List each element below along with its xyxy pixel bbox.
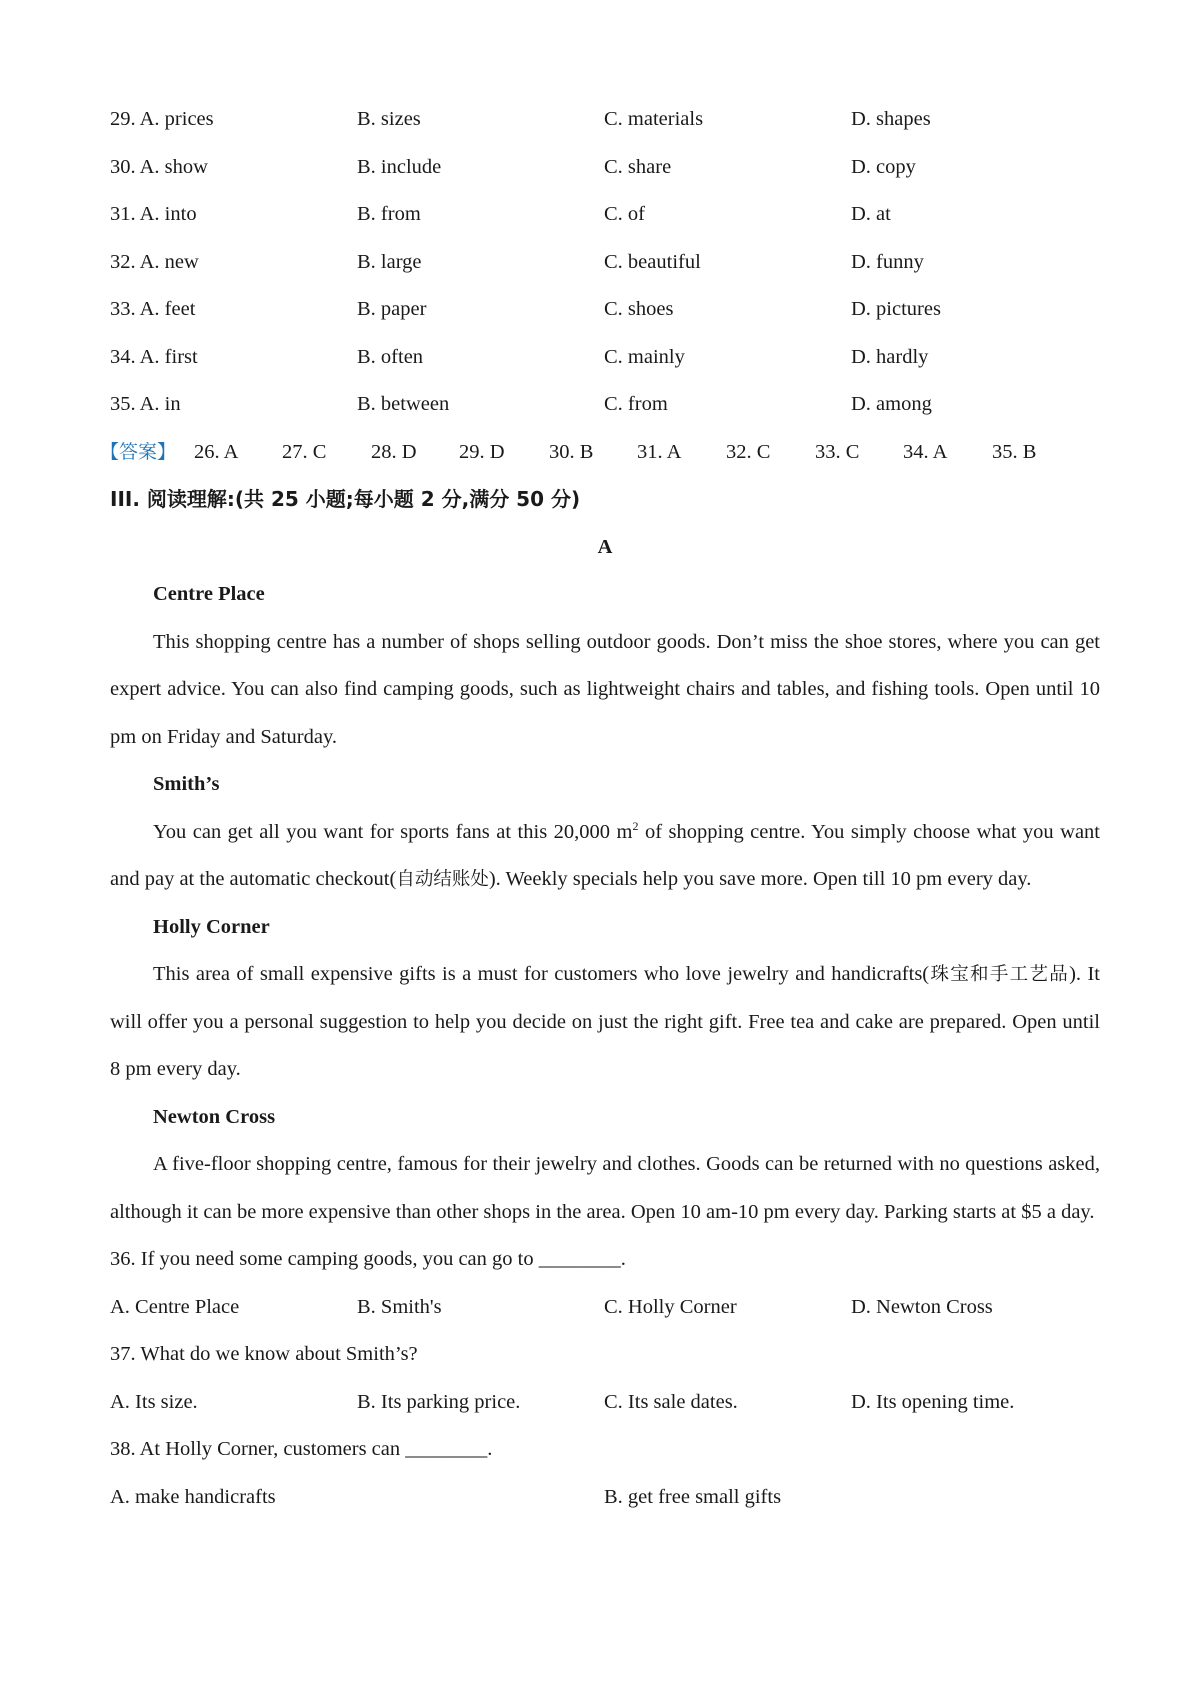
answer-item: 30. B (549, 440, 594, 463)
option-d: D. copy (851, 155, 916, 178)
option-row-35 (110, 381, 1100, 429)
shop-description-newton-cross: A five-floor shopping centre, famous for their jewelry and clothes. Goods can be returned with no questions asked, although it can be more expensive than other shops in the area. Open 10 am-10 pm every day. Parking starts at $5 a day. (110, 1153, 1100, 1223)
answer-tag: 【答案】 (100, 440, 177, 463)
shop-name-newton-cross: Newton Cross (153, 1105, 276, 1128)
option-a: 34. A. first (110, 345, 198, 368)
option-c: C. share (604, 155, 672, 178)
option-b: B. include (357, 155, 442, 178)
option-d: D. funny (851, 250, 924, 273)
option-a: A. Its size. (110, 1390, 198, 1413)
answer-item: 29. D (459, 440, 505, 463)
option-b: B. get free small gifts (604, 1485, 782, 1508)
option-row-31 (110, 191, 1100, 239)
option-d: D. Its opening time. (851, 1390, 1015, 1413)
cloze-options (110, 96, 1100, 429)
part-label: A (597, 535, 613, 558)
option-c: C. Holly Corner (604, 1295, 737, 1318)
option-c: C. materials (604, 108, 704, 130)
answer-item: 32. C (726, 440, 771, 463)
option-c: C. Its sale dates. (604, 1390, 738, 1413)
question-options-37 (110, 1379, 1100, 1427)
option-d: D. at (851, 203, 891, 225)
option-a: 33. A. feet (110, 298, 196, 320)
question-stem-38: 38. At Holly Corner, customers can ________. (110, 1438, 493, 1460)
shop-description-smiths: You can get all you want for sports fans at this 20,000 $m^2$ of shopping centre. You simply choose what you want and pay at the automatic checkout(自动结账处). Weekly specials help you save more. Open till 10 pm every day. (110, 818, 1100, 890)
option-d: D. pictures (851, 298, 941, 320)
option-d: D. among (851, 393, 932, 415)
option-a: 32. A. new (110, 250, 199, 273)
option-a: 31. A. into (110, 203, 197, 225)
shop-name-holly-corner: Holly Corner (153, 915, 270, 938)
shop-description-centre-place: This shopping centre has a number of shops selling outdoor goods. Don’t miss the shoe stores, where you can get expert advice. You can also find camping goods, such as lightweight chairs and tables, and fishing tools. Open until 10 pm on Friday and Saturday. (110, 630, 1100, 748)
option-a: 29. A. prices (110, 108, 214, 130)
option-a: 35. A. in (110, 393, 181, 415)
answer-item: 27. C (282, 440, 327, 463)
option-b: B. between (357, 393, 450, 415)
option-row-34 (110, 334, 1100, 382)
option-d: D. Newton Cross (851, 1295, 993, 1318)
answer-key (100, 429, 1100, 477)
option-a: 30. A. show (110, 155, 208, 178)
option-b: B. Its parking price. (357, 1390, 521, 1413)
option-a: A. make handicrafts (110, 1485, 276, 1508)
shop-name-smiths: Smith’s (153, 773, 220, 795)
answer-item: 34. A (903, 440, 948, 463)
option-c: C. beautiful (604, 250, 701, 273)
option-row-30 (110, 144, 1100, 192)
question-stem-36: 36. If you need some camping goods, you can go to ________. (110, 1248, 626, 1270)
option-b: B. often (357, 345, 424, 368)
option-row-32 (110, 239, 1100, 287)
option-d: D. hardly (851, 345, 929, 368)
question-options-36 (110, 1284, 1100, 1332)
answer-item: 28. D (371, 440, 417, 463)
answer-item: 35. B (992, 440, 1037, 463)
option-b: B. sizes (357, 108, 421, 130)
answer-item: 31. A (637, 440, 682, 463)
option-b: B. large (357, 250, 422, 273)
section-title: III. 阅读理解:(共 25 小题;每小题 2 分,满分 50 分) (110, 487, 581, 511)
option-a: A. Centre Place (110, 1295, 240, 1318)
option-b: B. paper (357, 298, 427, 320)
answer-item: 33. C (815, 440, 860, 463)
question-stem-37: 37. What do we know about Smith’s? (110, 1343, 418, 1365)
option-row-29 (110, 96, 1100, 144)
question-options-38 (110, 1474, 1100, 1522)
exam-page (100, 96, 1100, 1521)
option-row-33 (110, 286, 1100, 334)
option-c: C. from (604, 393, 668, 415)
shop-name-centre-place: Centre Place (153, 583, 265, 605)
option-c: C. mainly (604, 345, 685, 368)
shop-description-holly-corner: This area of small expensive gifts is a must for customers who love jewelry and handicrafts(珠宝和手工艺品). It will offer you a personal suggestion to help you decide on just the right gift. Free tea and cake are prepared. Open until 8 pm every day. (110, 963, 1100, 1080)
option-b: B. from (357, 203, 421, 225)
option-d: D. shapes (851, 108, 931, 130)
option-c: C. of (604, 203, 645, 225)
option-c: C. shoes (604, 298, 674, 320)
answer-item: 26. A (194, 440, 239, 463)
option-b: B. Smith's (357, 1295, 442, 1318)
